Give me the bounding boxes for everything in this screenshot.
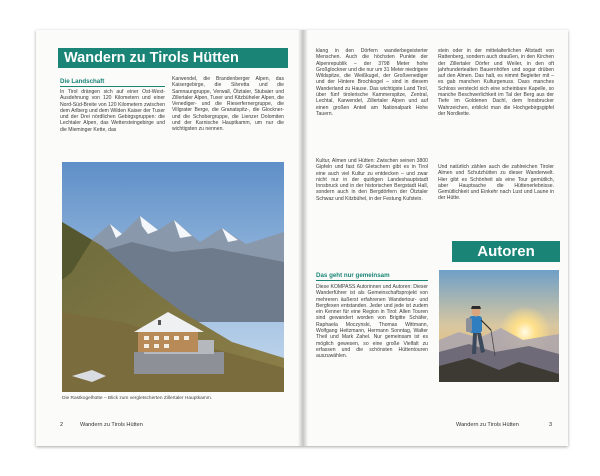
intro-text-column-2: stein oder in der mittelalterlichen Altstadt von Rattenberg, sondern auch draußen, in den Kirchen der Zillertaler Dörfer und Weiler, in den oft jahrhundertealten Bauernhöfen und sogar drüben auf den Almen. Das halt, es nimmt Begleiter mit – es gab manchen Kulturgenuss. Dass manches Schloss versteckt sich eine scheinbare Kapelle, so manche Beschwerlichkeit im Tal der Berg aus der Tiefe im Goldenen Dachl, dem Innsbrucker Wahrzeichen, erblickt man die Hochgebirgsgipfel der Nordkette. bbox=[438, 48, 554, 117]
section-heading-landscape: Die Landschaft bbox=[60, 78, 165, 87]
huts-text: Und natürlich zählen auch die zahlreichen Tiroler Almen und Schutzhütten zu dieser Wanderwelt. Hier gibt es Schönheit als eine Tour gemütlich, aber Hauptsache die Hüttenerlebnisse. Gemütlichkeit und Einkehr nach Lust und Laune in der Hütte. bbox=[438, 164, 554, 202]
intro-text-column-1: klang in den Dörfern wanderbegeisterter Menschen. Auch die höchsten Punkte der Alpenrepublik – der 3798 Meter hohe Großglockner und die nur um 31 Meter niedrigere Wildspitze, die Weißkugel, der Großvenediger und der Hintere Brochkogel – sind in diesem Wanderland zu Hause. Das wichtigste Land Tirol, über fünf tirolerische Kammerspitze, Zentral, Lechtal, Karwendel, Zillertaler Alpen und auf einen großen Anteil am Nationalpark Hohe Tauern. bbox=[316, 48, 428, 117]
footer-title-right: Wandern zu Tirols Hütten bbox=[456, 422, 519, 428]
left-page bbox=[36, 30, 302, 446]
page-number-right: 3 bbox=[549, 422, 553, 428]
right-page bbox=[302, 30, 568, 446]
landscape-text-column-1: In Tirol drängen sich auf einer Ost-West-Ausdehnung von 120 Kilometern und einer Nord-Süd-Breite von 120 Kilometern zwischen dem Arlberg und dem Wilden Kaiser der Tuxer und der Drei nördlichen Gebirgsgruppen: die Lechtaler Alpen, das Wettersteingebirge und die Mieminger Kette, das bbox=[60, 89, 165, 133]
footer-title-left: Wandern zu Tirols Hütten bbox=[80, 422, 143, 428]
culture-text: Kultur, Almen und Hütten: Zwischen seinen 3800 Gipfeln und fast 60 Gletschern gibt es in Tirol eine auch viel Kultur zu entdecken – und zwar nicht nur in der quirligen Landeshauptstadt Innsbruck und in der historischen Bergstadt Hall, sondern auch in den Bergdörfern der Ötztaler Schwaz und Kitzbühel, in der Festung Kufstein. bbox=[316, 158, 428, 202]
page-number-left: 2 bbox=[60, 422, 64, 428]
hiker-photo bbox=[439, 270, 559, 382]
authors-banner: Autoren bbox=[452, 241, 560, 262]
authors-heading: Das geht nur gemeinsam bbox=[316, 272, 428, 281]
authors-text: Diese KOMPASS Autorinnen und Autoren: Dieser Wanderführer ist als Gemeinschaftsprojekt von mehreren äußerst erfahrenen Wandertour- und Bergfexen entstanden. Jeder und jede ist zudem ein Kenner für eine Region in Tirol: Allen Touren sind gewandert worden von Brigitte Schäfer, Raphaela Moczynski, Thomas Wittmann, Wolfgang Heitzmann, Hermann Sonntag, Walter Theil und Mark Zahel. Nur gemeinsam ist es möglich gewesen, so eine große Vielfalt zu erfassen und die schönsten Hüttentouren auszuwählen. bbox=[316, 284, 428, 360]
page-title: Wandern zu Tirols Hütten bbox=[58, 48, 288, 68]
hiker-sunset-illustration bbox=[439, 270, 559, 382]
book-spread bbox=[36, 30, 568, 446]
mountain-hut-photo bbox=[62, 162, 284, 392]
landscape-text-column-2: Karwendel, die Brandenberger Alpen, das Kaisergebirge, die Silvretta und die Samnaungruppe, Verwall, Ötztaler, Stubaier und Zillertaler Alpen, Tuxer und Kitzbüheler Alpen, die Venediger- und die Rieserfernergruppe, die Villgrater Berge, die Granatspitz-, die Glockner- und die Schobergruppe, die Lienzer Dolomiten und der Karnische Hauptkamm, um nur die wichtigsten zu nennen. bbox=[172, 76, 284, 133]
photo-caption: Die Rastkogelhütte – Blick zum vergletscherten Zillertaler Hauptkamm. bbox=[62, 396, 213, 401]
mountain-hut-illustration bbox=[62, 162, 284, 392]
